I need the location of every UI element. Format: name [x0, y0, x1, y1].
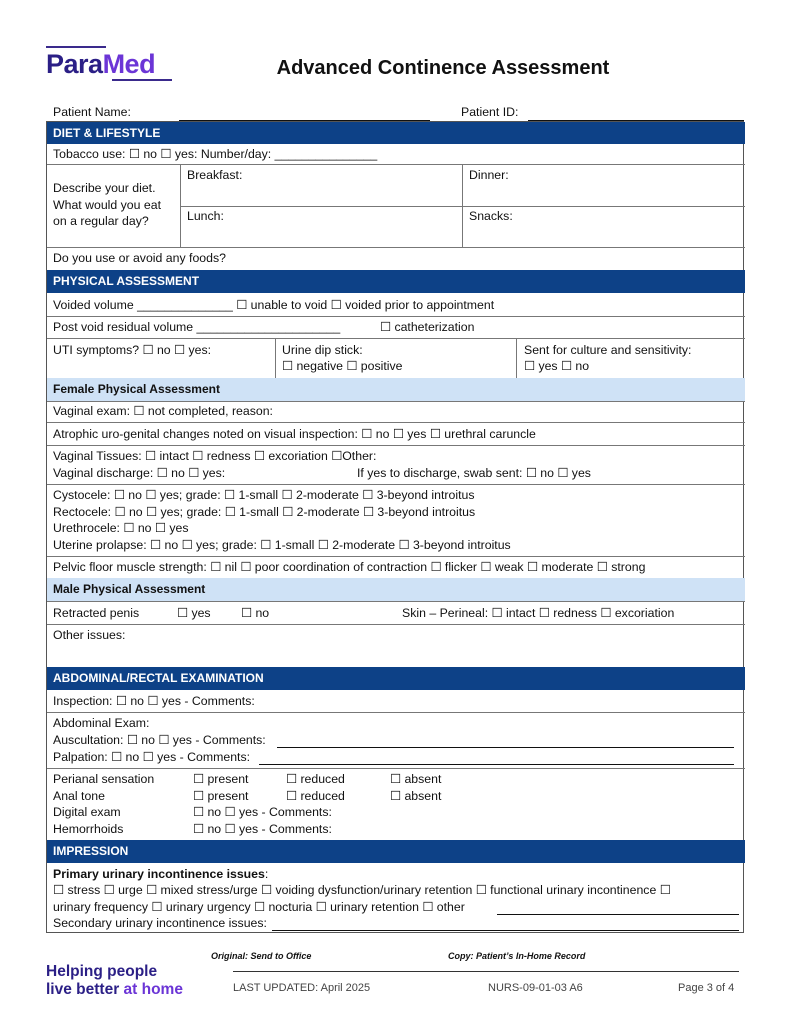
other-issue-line[interactable] [497, 914, 739, 915]
female-physical-assessment-header: Female Physical Assessment [47, 378, 745, 401]
section-physical-assessment: PHYSICAL ASSESSMENT [47, 270, 745, 293]
divider [47, 247, 745, 248]
male-physical-assessment-header: Male Physical Assessment [47, 578, 745, 601]
auscultation-row[interactable]: Auscultation: ☐ no ☐ yes - Comments: [53, 733, 266, 747]
hemorrhoids-label: Hemorrhoids [53, 822, 124, 836]
inspection-row[interactable]: Inspection: ☐ no ☐ yes - Comments: [53, 694, 255, 708]
cystocele-row[interactable]: Cystocele: ☐ no ☐ yes; grade: ☐ 1-small ☐ 2-moderate ☐ 3-beyond introitus [53, 488, 475, 502]
snacks-field[interactable]: Snacks: [469, 209, 513, 223]
digital-exam-label: Digital exam [53, 805, 121, 819]
page-number: Page 3 of 4 [678, 982, 735, 994]
divider [47, 164, 745, 165]
secondary-issue-line[interactable] [272, 930, 739, 931]
skin-perineal-row[interactable]: Skin – Perineal: ☐ intact ☐ redness ☐ excoriation [402, 606, 675, 620]
logo-wordmark: ParaMed [46, 49, 156, 79]
dinner-field[interactable]: Dinner: [469, 168, 509, 182]
vaginal-discharge-row[interactable]: Vaginal discharge: ☐ no ☐ yes: [53, 466, 226, 480]
retracted-penis-label: Retracted penis [53, 606, 140, 620]
atrophic-changes-row[interactable]: Atrophic uro-genital changes noted on visual inspection: ☐ no ☐ yes ☐ urethral caruncle [53, 427, 536, 441]
section-impression: IMPRESSION [47, 840, 745, 863]
uterine-prolapse-row[interactable]: Uterine prolapse: ☐ no ☐ yes; grade: ☐ 1-small ☐ 2-moderate ☐ 3-beyond introitus [53, 538, 511, 552]
footer-divider [233, 971, 739, 972]
divider [516, 338, 517, 378]
describe-diet-label-2: What would you eat [53, 198, 162, 212]
divider [47, 445, 745, 446]
primary-incontinence-options-1[interactable]: ☐ stress ☐ urge ☐ mixed stress/urge ☐ voiding dysfunction/urinary retention ☐ functional urinary incontinence ☐ [53, 883, 671, 897]
rectocele-row[interactable]: Rectocele: ☐ no ☐ yes; grade: ☐ 1-small ☐ 2-moderate ☐ 3-beyond introitus [53, 505, 476, 519]
retracted-penis-no[interactable]: ☐ no [241, 606, 270, 620]
divider [47, 768, 745, 769]
urethrocele-row[interactable]: Urethrocele: ☐ no ☐ yes [53, 521, 189, 535]
divider [275, 338, 276, 378]
logo-top-bar [46, 46, 106, 48]
patient-name-label: Patient Name: [53, 105, 131, 119]
divider [47, 712, 745, 713]
vaginal-tissues-row[interactable]: Vaginal Tissues: ☐ intact ☐ redness ☐ excoriation ☐Other: [53, 449, 377, 463]
divider [47, 401, 745, 402]
primary-incontinence-options-2[interactable]: urinary frequency ☐ urinary urgency ☐ nocturia ☐ urinary retention ☐ other [53, 900, 465, 914]
secondary-incontinence-label: Secondary urinary incontinence issues: [53, 916, 267, 930]
perianal-reduced[interactable]: ☐ reduced [286, 772, 345, 786]
divider [47, 601, 745, 602]
voided-volume-row[interactable]: Voided volume ______________ ☐ unable to void ☐ voided prior to appointment [53, 298, 495, 312]
anal-tone-reduced[interactable]: ☐ reduced [286, 789, 345, 803]
divider [47, 338, 745, 339]
divider [180, 206, 745, 207]
footer-slogan: Helping people live better at home [46, 963, 183, 998]
breakfast-field[interactable]: Breakfast: [187, 168, 243, 182]
logo-bottom-bar [112, 79, 172, 81]
urine-dip-stick-label: Urine dip stick: [282, 343, 363, 357]
primary-incontinence-label: Primary urinary incontinence issues: [53, 867, 269, 881]
other-issues-field[interactable]: Other issues: [53, 628, 126, 642]
culture-options[interactable]: ☐ yes ☐ no [524, 359, 590, 373]
perianal-present[interactable]: ☐ present [193, 772, 249, 786]
dip-stick-options[interactable]: ☐ negative ☐ positive [282, 359, 403, 373]
anal-tone-absent[interactable]: ☐ absent [390, 789, 442, 803]
tobacco-use-row[interactable]: Tobacco use: ☐ no ☐ yes: Number/day: _______________ [53, 147, 378, 161]
divider [47, 484, 745, 485]
auscultation-comment-line[interactable] [277, 747, 734, 748]
divider [47, 316, 745, 317]
retracted-penis-yes[interactable]: ☐ yes [177, 606, 211, 620]
vaginal-exam-row[interactable]: Vaginal exam: ☐ not completed, reason: [53, 404, 273, 418]
divider [47, 556, 745, 557]
palpation-comment-line[interactable] [259, 764, 734, 765]
anal-tone-present[interactable]: ☐ present [193, 789, 249, 803]
lunch-field[interactable]: Lunch: [187, 209, 224, 223]
perianal-absent[interactable]: ☐ absent [390, 772, 442, 786]
section-diet-lifestyle: DIET & LIFESTYLE [47, 122, 745, 144]
swab-sent-row[interactable]: If yes to discharge, swab sent: ☐ no ☐ yes [357, 466, 591, 480]
divider [47, 624, 745, 625]
copy-note: Copy: Patient’s In-Home Record [448, 951, 586, 961]
abdominal-exam-label: Abdominal Exam: [53, 716, 150, 730]
palpation-row[interactable]: Palpation: ☐ no ☐ yes - Comments: [53, 750, 251, 764]
original-note: Original: Send to Office [211, 951, 312, 961]
assessment-form [46, 121, 744, 933]
page-title: Advanced Continence Assessment [276, 57, 610, 79]
perianal-sensation-label: Perianal sensation [53, 772, 155, 786]
hemorrhoids-options[interactable]: ☐ no ☐ yes - Comments: [193, 822, 332, 836]
digital-exam-options[interactable]: ☐ no ☐ yes - Comments: [193, 805, 332, 819]
post-void-residual-field[interactable]: Post void residual volume _____________________ [53, 320, 341, 334]
paramed-logo [46, 46, 172, 82]
avoid-foods-field[interactable]: Do you use or avoid any foods? [53, 251, 226, 265]
form-code: NURS-09-01-03 A6 [488, 982, 583, 994]
describe-diet-label-3: on a regular day? [53, 214, 149, 228]
section-abdominal-rectal: ABDOMINAL/RECTAL EXAMINATION [47, 667, 745, 690]
uti-symptoms-row[interactable]: UTI symptoms? ☐ no ☐ yes: [53, 343, 212, 357]
patient-id-label: Patient ID: [461, 105, 519, 119]
describe-diet-label-1: Describe your diet. [53, 181, 156, 195]
catheterization-checkbox[interactable]: ☐ catheterization [380, 320, 475, 334]
anal-tone-label: Anal tone [53, 789, 105, 803]
pelvic-floor-strength-row[interactable]: Pelvic floor muscle strength: ☐ nil ☐ poor coordination of contraction ☐ flicker ☐ weak ☐ moderate ☐ strong [53, 560, 646, 574]
divider [47, 422, 745, 423]
culture-sensitivity-label: Sent for culture and sensitivity: [524, 343, 692, 357]
last-updated: LAST UPDATED: April 2025 [233, 982, 371, 994]
